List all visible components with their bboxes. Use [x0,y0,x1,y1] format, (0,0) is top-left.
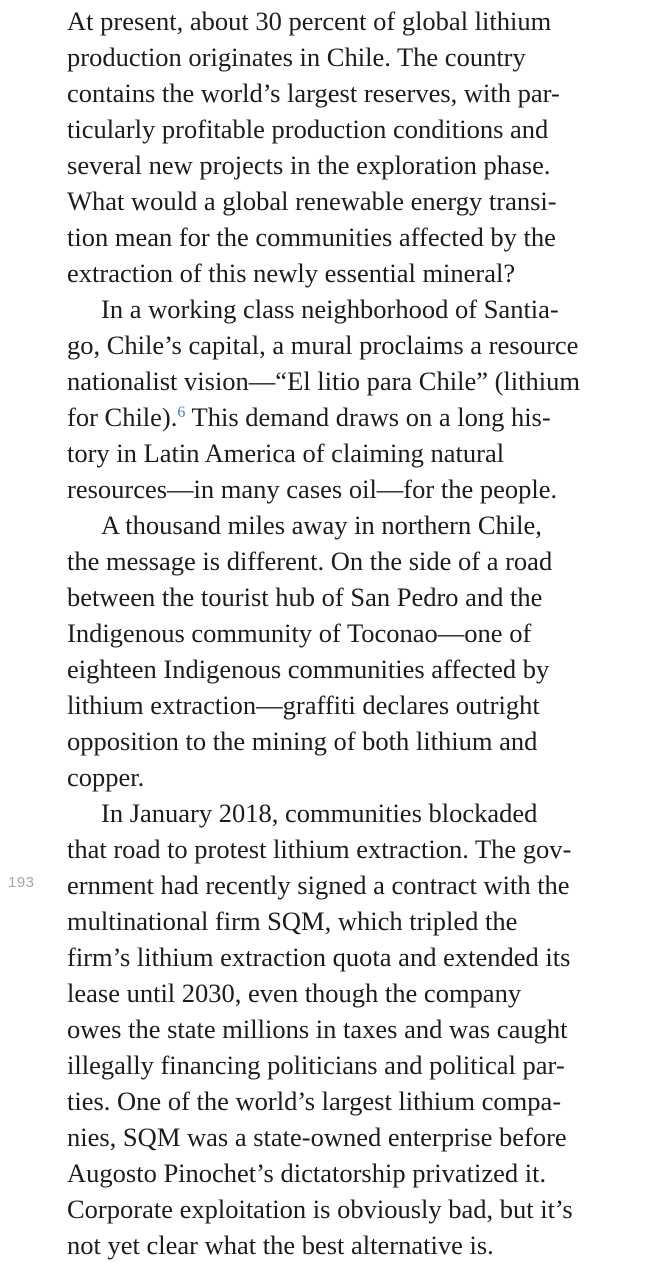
text-line: ernment had recently signed a contract with the [67,870,570,900]
text-line: firm’s lithium extraction quota and extended its [67,942,571,972]
text-line: tory in Latin America of claiming natural [67,438,505,468]
text-segment: for Chile). [67,402,178,432]
text-line: What would a global renewable energy transi- [67,186,557,216]
text-line: In a working class neighborhood of Santia- [101,294,559,324]
text-line: multinational firm SQM, which tripled the [67,906,518,936]
text-line: owes the state millions in taxes and was caught [67,1014,568,1044]
text-line: that road to protest lithium extraction. The gov- [67,834,572,864]
text-line: ties. One of the world’s largest lithium compa- [67,1086,562,1116]
text-line: lease until 2030, even though the company [67,978,522,1008]
text-line: go, Chile’s capital, a mural proclaims a resource [67,330,579,360]
text-line: eighteen Indigenous communities affected by [67,654,550,684]
text-line: nies, SQM was a state-owned enterprise before [67,1122,567,1152]
text-line: the message is different. On the side of a road [67,546,553,576]
text-line: tion mean for the communities affected by the [67,222,556,252]
page-number: 193 [8,874,35,891]
footnote-reference[interactable]: 6 [177,404,186,421]
text-line: production originates in Chile. The country [67,42,526,72]
text-line: Augosto Pinochet’s dictatorship privatized it. [67,1158,547,1188]
text-line: At present, about 30 percent of global lithium [67,6,552,36]
text-line: copper. [67,762,145,792]
text-line: A thousand miles away in northern Chile, [101,510,542,540]
text-line: between the tourist hub of San Pedro and the [67,582,543,612]
text-line: ticularly profitable production conditions and [67,114,549,144]
body-text [67,3,667,1263]
text-line-with-footnote [67,399,667,435]
text-line: In January 2018, communities blockaded [101,798,538,828]
text-line: lithium extraction—graffiti declares outright [67,690,540,720]
text-line: extraction of this newly essential mineral? [67,258,516,288]
text-segment: This demand draws on a long his- [185,402,551,432]
text-line: resources—in many cases oil—for the people. [67,474,558,504]
text-line: Corporate exploitation is obviously bad, but it’s [67,1194,573,1224]
text-line: nationalist vision—“El litio para Chile” (lithium [67,366,580,396]
text-line: not yet clear what the best alternative is. [67,1230,494,1260]
text-line: opposition to the mining of both lithium and [67,726,538,756]
text-line: illegally financing politicians and political par- [67,1050,565,1080]
text-line: several new projects in the exploration phase. [67,150,551,180]
text-line: contains the world’s largest reserves, with par- [67,78,560,108]
text-line: Indigenous community of Toconao—one of [67,618,532,648]
